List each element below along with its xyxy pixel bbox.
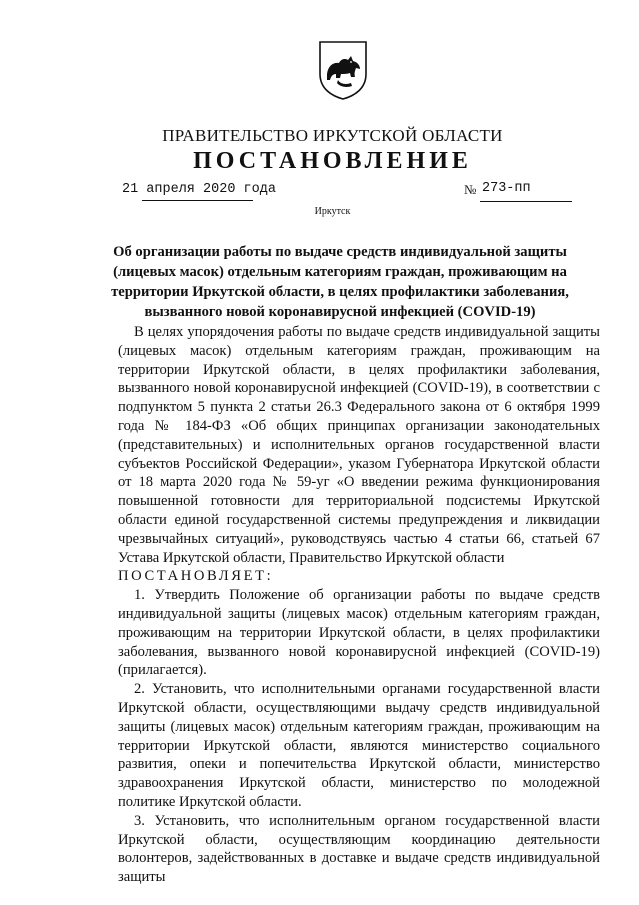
document-body	[118, 323, 600, 887]
coat-of-arms-emblem	[318, 40, 368, 100]
city-name: Иркутск	[314, 206, 351, 217]
number-sign: №	[464, 182, 477, 197]
date-underline	[142, 200, 253, 201]
document-number: 273-пп	[482, 181, 531, 196]
document-type-heading: ПОСТАНОВЛЕНИЕ	[193, 148, 472, 174]
number-field	[464, 182, 574, 202]
document-title: Об организации работы по выдаче средств индивидуальной защиты (лицевых масок) отдельным категориям граждан, проживающим на территории Иркутской области, в целях профилактики заболевания, вызванного новой коронавирусной инфекцией (COVID-19)	[111, 244, 569, 320]
item-paragraph-1: 1. Утвердить Положение об организации работы по выдаче средств индивидуальной защиты (лицевых масок) отдельным категориям граждан, проживающим на территории Иркутской области, в целях профилактики заболевания, вызванного новой коронавирусной инфекцией (COVID-19) (прилагается).	[118, 587, 600, 679]
government-name: ПРАВИТЕЛЬСТВО ИРКУТСКОЙ ОБЛАСТИ	[162, 126, 503, 145]
document-date: 21 апреля 2020 года	[122, 182, 276, 197]
date-field	[122, 179, 276, 197]
preamble-paragraph: В целях упорядочения работы по выдаче средств индивидуальной защиты (лицевых масок) отдельным категориям граждан, проживающим на территории Иркутской области, в целях профилактики заболевания, вызванного новой коронавирусной инфекцией (COVID-19), в соответствии с подпунктом 5 пункта 2 статьи 26.3 Федерального закона от 6 октября 1999 года № 184-ФЗ «Об общих принципах организации законодательных (представительных) и исполнительных органов государственной власти субъектов Российской Федерации», указом Губернатора Иркутской области от 18 марта 2020 года № 59-уг «О введении режима функционирования повышенной готовности для территориальной подсистемы Иркутской области единой государственной системы предупреждения и ликвидации чрезвычайных ситуаций», руководствуясь частью 4 статьи 66, статьей 67 Устава Иркутской области, Правительство Иркутской области	[118, 324, 600, 566]
number-underline	[480, 201, 572, 202]
item-paragraph-3: 3. Установить, что исполнительным органом государственной власти Иркутской области, осуществляющим координацию деятельности волонтеров, задействованных в доставке и выдаче средств индивидуальной защиты	[118, 812, 600, 886]
item-paragraph-2: 2. Установить, что исполнительными органами государственной власти Иркутской области, осуществляющими выдачу средств индивидуальной защиты (лицевых масок) отдельным категориям граждан, проживающим на территории Иркутской области, являются министерство социального развития, опеки и попечительства Иркутской области, министерство здравоохранения Иркутской области, министерство по молодежной политике Иркутской области.	[118, 681, 600, 810]
resolves-heading: ПОСТАНОВЛЯЕТ:	[118, 568, 274, 585]
